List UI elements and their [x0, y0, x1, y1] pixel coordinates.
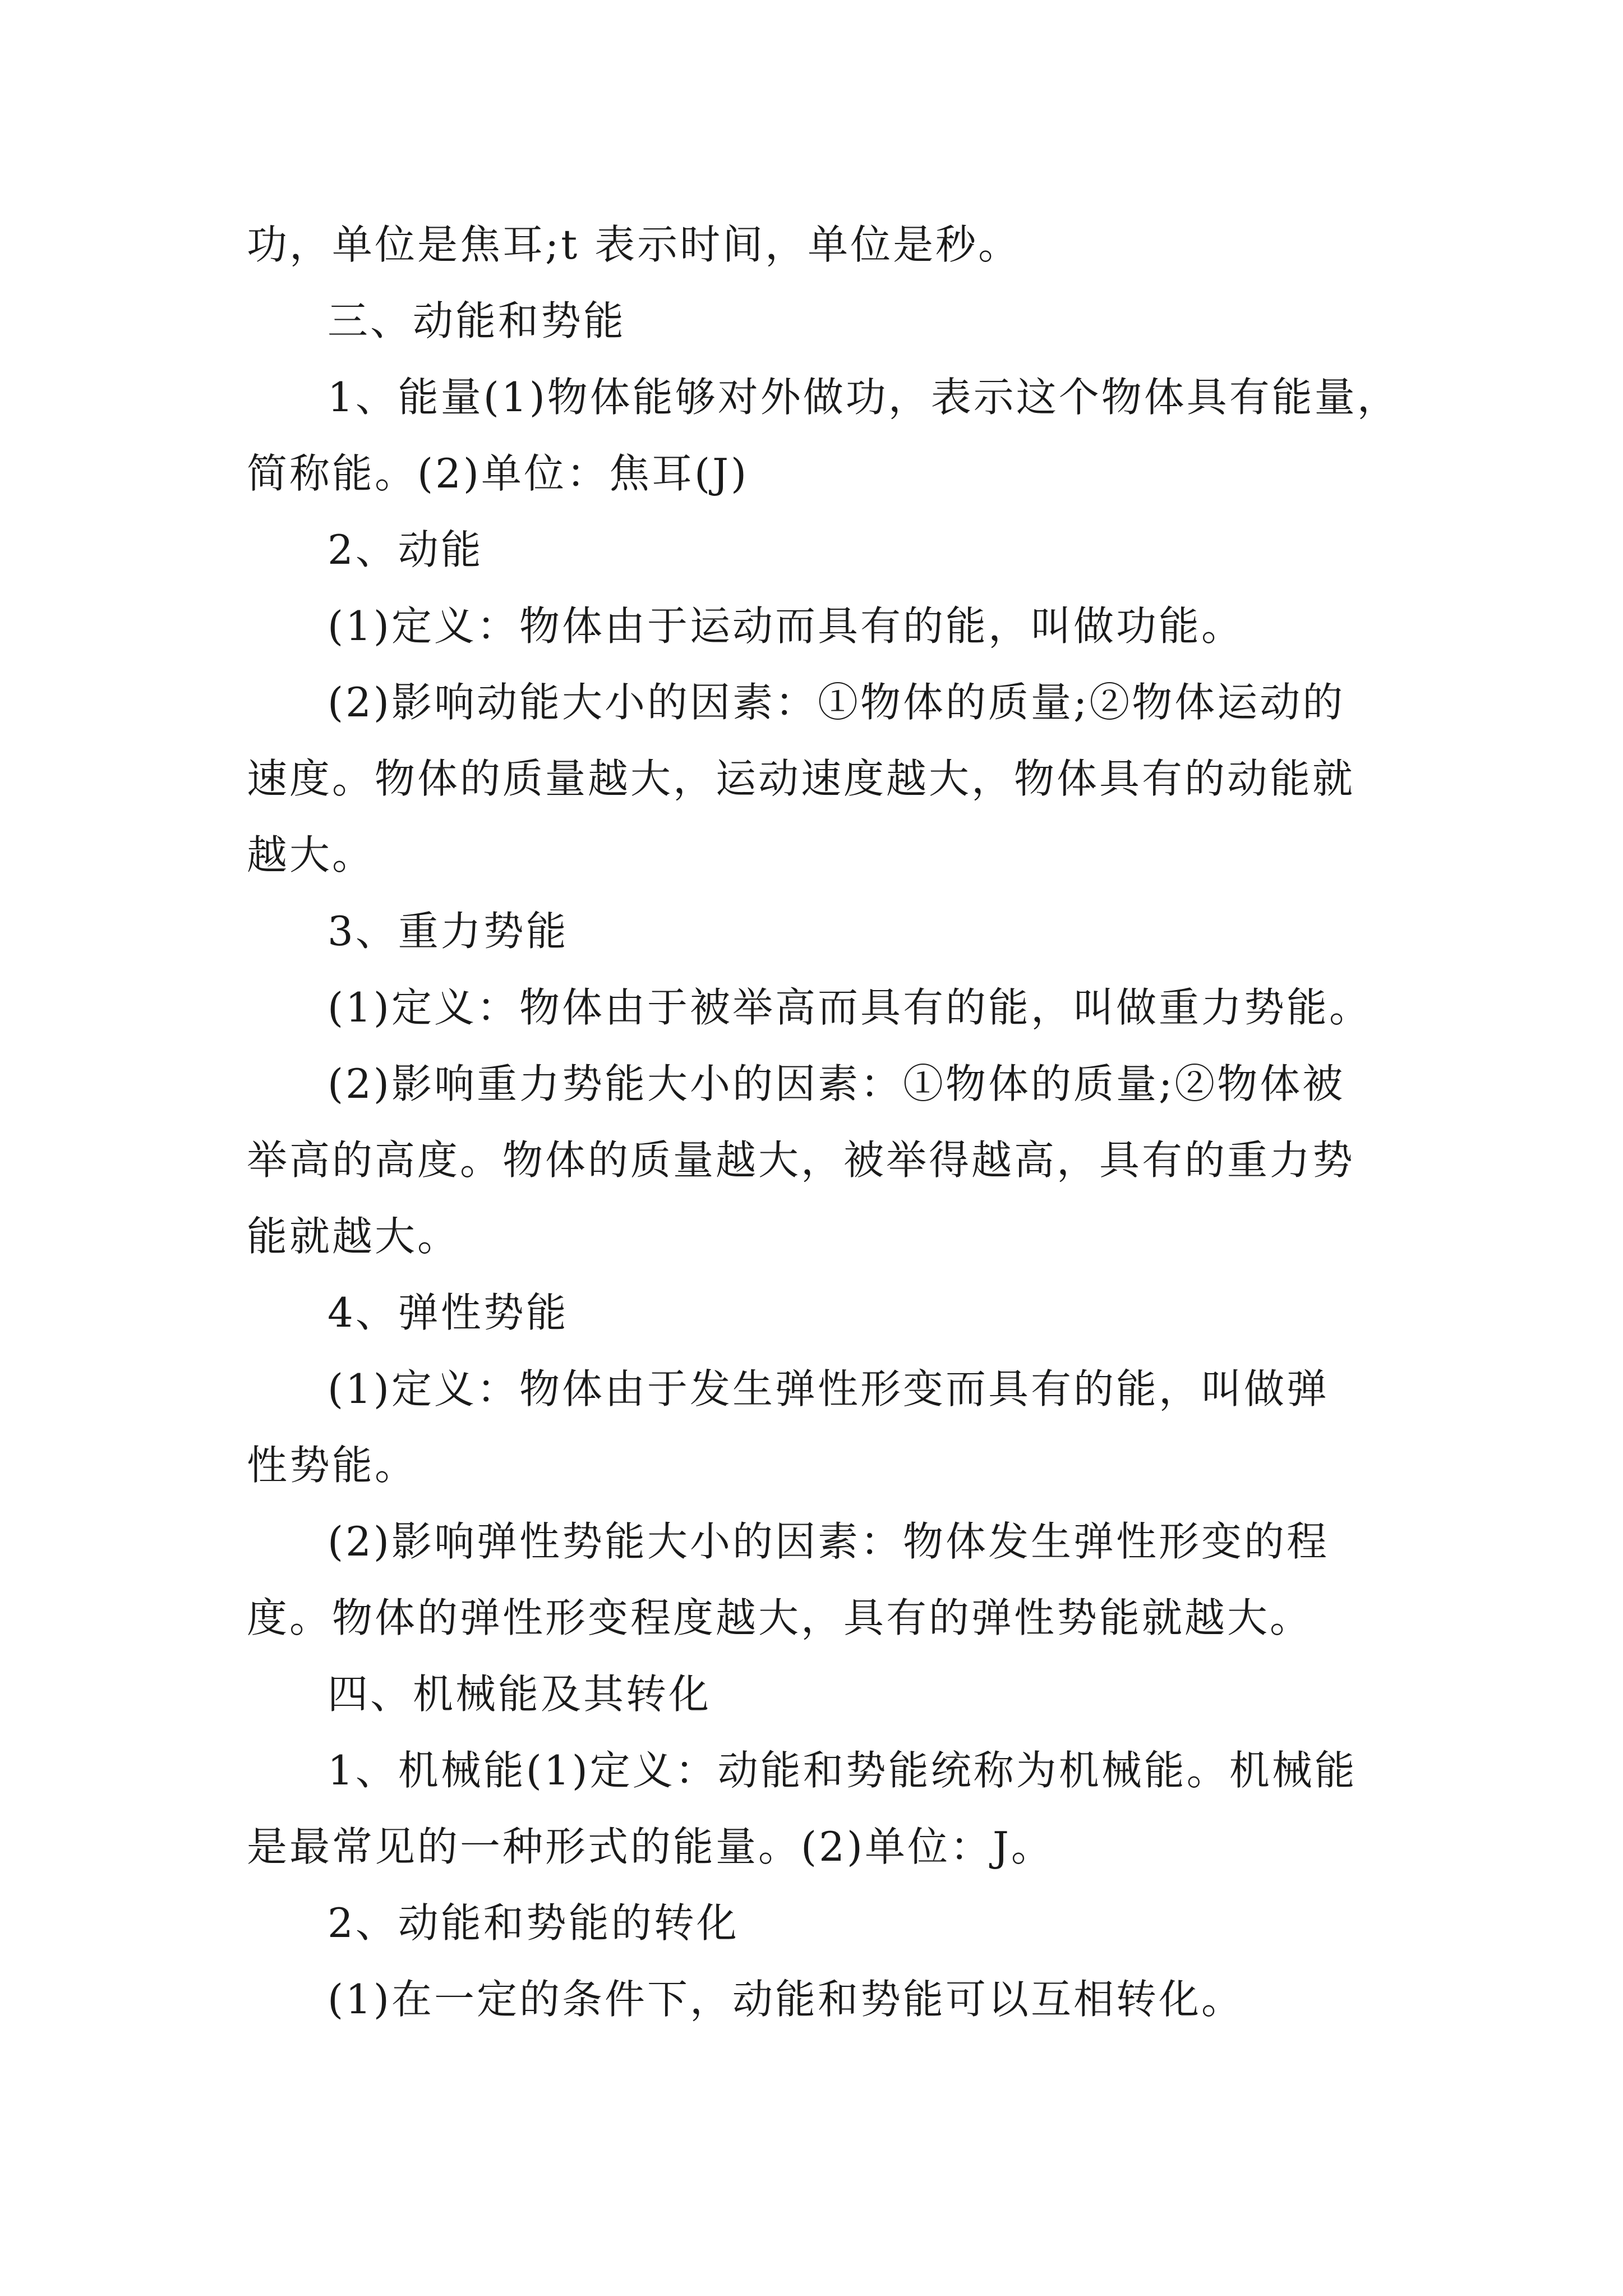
text-line: 度。物体的弹性形变程度越大，具有的弹性势能就越大。 — [247, 1594, 1313, 1641]
document-body — [247, 206, 1400, 2037]
text-line: 越大。 — [247, 831, 375, 878]
text-line: (2)影响弹性势能大小的因素：物体发生弹性形变的程 — [328, 1518, 1329, 1565]
text-line: (2)影响动能大小的因素：①物体的质量;②物体运动的 — [328, 679, 1345, 726]
text-line: 1、机械能(1)定义：动能和势能统称为机械能。机械能 — [328, 1747, 1357, 1794]
subsection-heading: 3、重力势能 — [328, 908, 569, 955]
text-line: (1)在一定的条件下，动能和势能可以互相转化。 — [328, 1976, 1244, 2023]
subsection-heading: 2、动能和势能的转化 — [328, 1899, 739, 1947]
text-line: (1)定义：物体由于发生弹性形变而具有的能，叫做弹 — [328, 1365, 1329, 1412]
subsection-heading: 2、动能 — [328, 526, 483, 573]
section-heading: 三、动能和势能 — [328, 297, 626, 344]
text-line: 简称能。(2)单位：焦耳(J) — [247, 450, 749, 497]
section-heading: 四、机械能及其转化 — [328, 1671, 712, 1718]
text-line: (1)定义：物体由于被举高而具有的能，叫做重力势能。 — [328, 984, 1372, 1031]
text-line: 举高的高度。物体的质量越大，被举得越高，具有的重力势 — [247, 1137, 1355, 1184]
text-line: (1)定义：物体由于运动而具有的能，叫做功能。 — [328, 602, 1244, 650]
text-line: 功，单位是焦耳;t 表示时间，单位是秒。 — [247, 221, 1021, 268]
text-line: 性势能。 — [247, 1442, 418, 1489]
text-line: 速度。物体的质量越大，运动速度越大，物体具有的动能就 — [247, 755, 1355, 802]
subsection-heading: 4、弹性势能 — [328, 1289, 569, 1336]
text-line: (2)影响重力势能大小的因素：①物体的质量;②物体被 — [328, 1060, 1345, 1107]
text-line: 能就越大。 — [247, 1213, 460, 1260]
text-line: 是最常见的一种形式的能量。(2)单位：J。 — [247, 1823, 1054, 1870]
text-line: 1、能量(1)物体能够对外做功，表示这个物体具有能量， — [328, 374, 1400, 421]
